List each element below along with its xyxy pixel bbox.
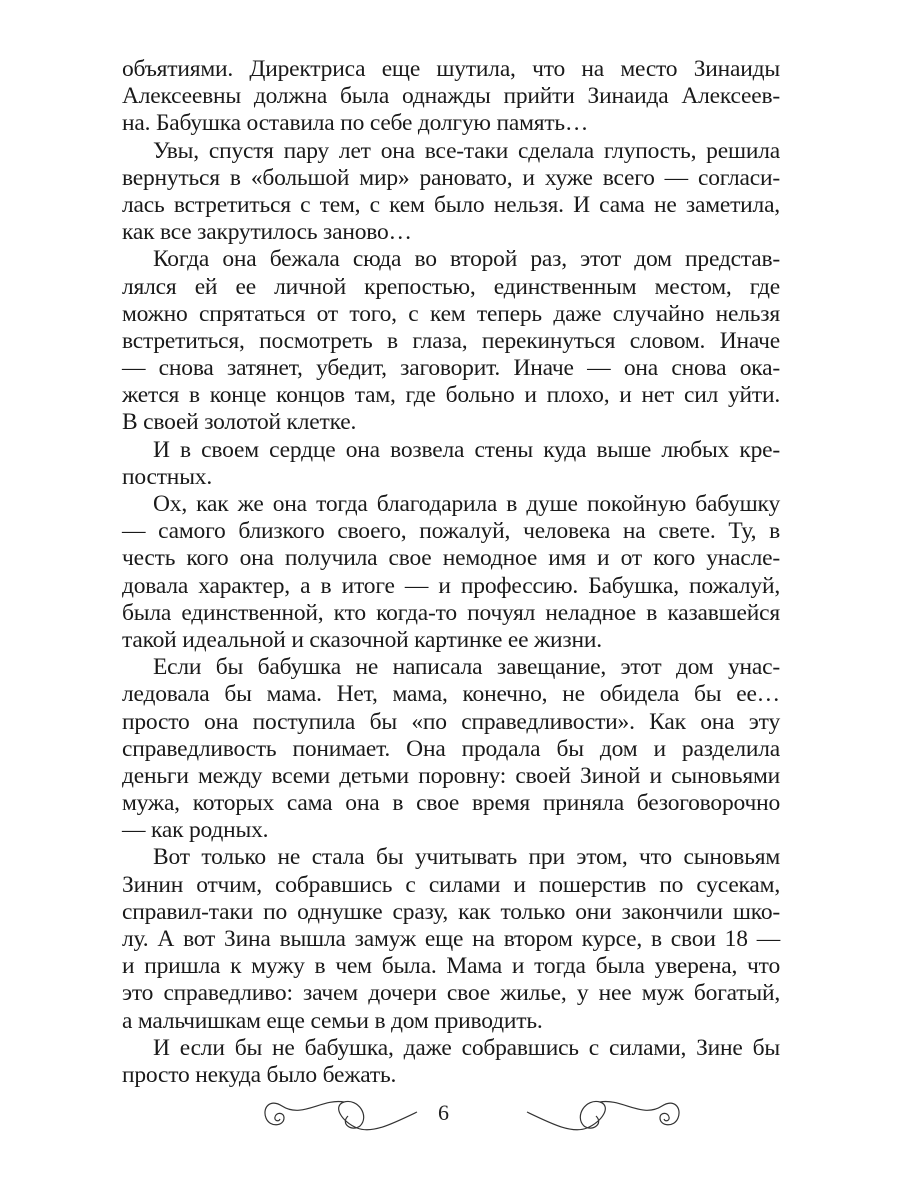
text-line: Если бы бабушка не написала завещание, этот дом унас-	[153, 654, 780, 681]
text-line: объятиями. Директриса еще шутила, что на место Зинаиды	[122, 56, 780, 82]
text-line: жется в конце концов там, где больно и плохо, и нет сил уйти.	[122, 382, 780, 409]
text-line: Вот только не стала бы учитывать при этом, что сыновьям	[153, 844, 780, 871]
text-line: — самого близкого своего, пожалуй, человека на свете. Ту, в	[122, 518, 780, 545]
text-line: это справедливо: зачем дочери свое жилье, у нее муж богатый,	[122, 980, 780, 1007]
text-line: справедливость понимает. Она продала бы дом и разделила	[122, 735, 780, 762]
text-line: И если бы не бабушка, даже собравшись с силами, Зине бы	[153, 1034, 780, 1061]
text-line: — снова затянет, убедит, заговорит. Иначе — она снова ока-	[122, 355, 780, 382]
body-text	[122, 56, 780, 1089]
text-line: такой идеальной и сказочной картинке ее жизни.	[122, 626, 602, 653]
text-line: лу. А вот Зина вышла замуж еще на втором курсе, в свои 18 —	[122, 926, 780, 952]
text-line: можно спрятаться от того, с кем теперь даже случайно нельзя	[122, 300, 780, 327]
text-line: мужа, которых сама она в свое время приняла безоговорочно	[122, 790, 780, 817]
page-number: 6	[438, 1100, 449, 1125]
text-line: — как родных.	[122, 817, 269, 844]
text-line: лась встретиться с тем, с кем было нельзя. И сама не заметила,	[122, 191, 780, 218]
text-line: Зинин отчим, собравшись с силами и пошерстив по сусекам,	[122, 871, 780, 898]
text-line: Увы, спустя пару лет она все-таки сделала глупость, решила	[153, 137, 780, 164]
text-line: Ох, как же она тогда благодарила в душе покойную бабушку	[153, 491, 780, 517]
right-ornament-icon	[482, 1094, 682, 1144]
text-line: была единственной, кто когда-то почуял неладное в казавшейся	[122, 599, 780, 626]
text-line: и пришла к мужу в чем была. Мама и тогда была уверена, что	[122, 953, 780, 980]
text-line: честь кого она получила свое немодное имя и от кого унасле-	[122, 545, 780, 572]
text-line: Когда она бежала сюда во второй раз, этот дом представ-	[153, 246, 780, 273]
page-footer	[0, 1090, 900, 1150]
text-line: просто она поступила бы «по справедливости». Как она эту	[122, 708, 780, 735]
left-ornament-icon	[262, 1094, 462, 1144]
text-line: встретиться, посмотреть в глаза, перекинуться словом. Иначе	[122, 327, 780, 354]
text-line: ледовала бы мама. Нет, мама, конечно, не обидела бы ее…	[122, 681, 780, 708]
text-line: как все закрутилось заново…	[122, 219, 412, 246]
text-line: деньги между всеми детьми поровну: своей Зиной и сыновьями	[122, 762, 780, 789]
text-line: просто некуда было бежать.	[122, 1061, 397, 1088]
text-line: довала характер, а в итоге — и профессию. Бабушка, пожалуй,	[122, 572, 780, 599]
text-line: постных.	[122, 463, 213, 490]
text-line: лялся ей ее личной крепостью, единственным местом, где	[122, 273, 780, 300]
text-line: И в своем сердце она возвела стены куда выше любых кре-	[153, 436, 780, 463]
text-line: на. Бабушка оставила по себе долгую память…	[122, 110, 589, 137]
text-line: справил-таки по однушке сразу, как только они закончили шко-	[122, 898, 780, 925]
text-line: В своей золотой клетке.	[122, 409, 357, 436]
text-line: Алексеевны должна была однажды прийти Зинаида Алексеев-	[122, 83, 780, 110]
text-line: вернуться в «большой мир» рановато, и хуже всего — согласи-	[122, 164, 780, 191]
text-line: а мальчишкам еще семьи в дом приводить.	[122, 1007, 543, 1034]
